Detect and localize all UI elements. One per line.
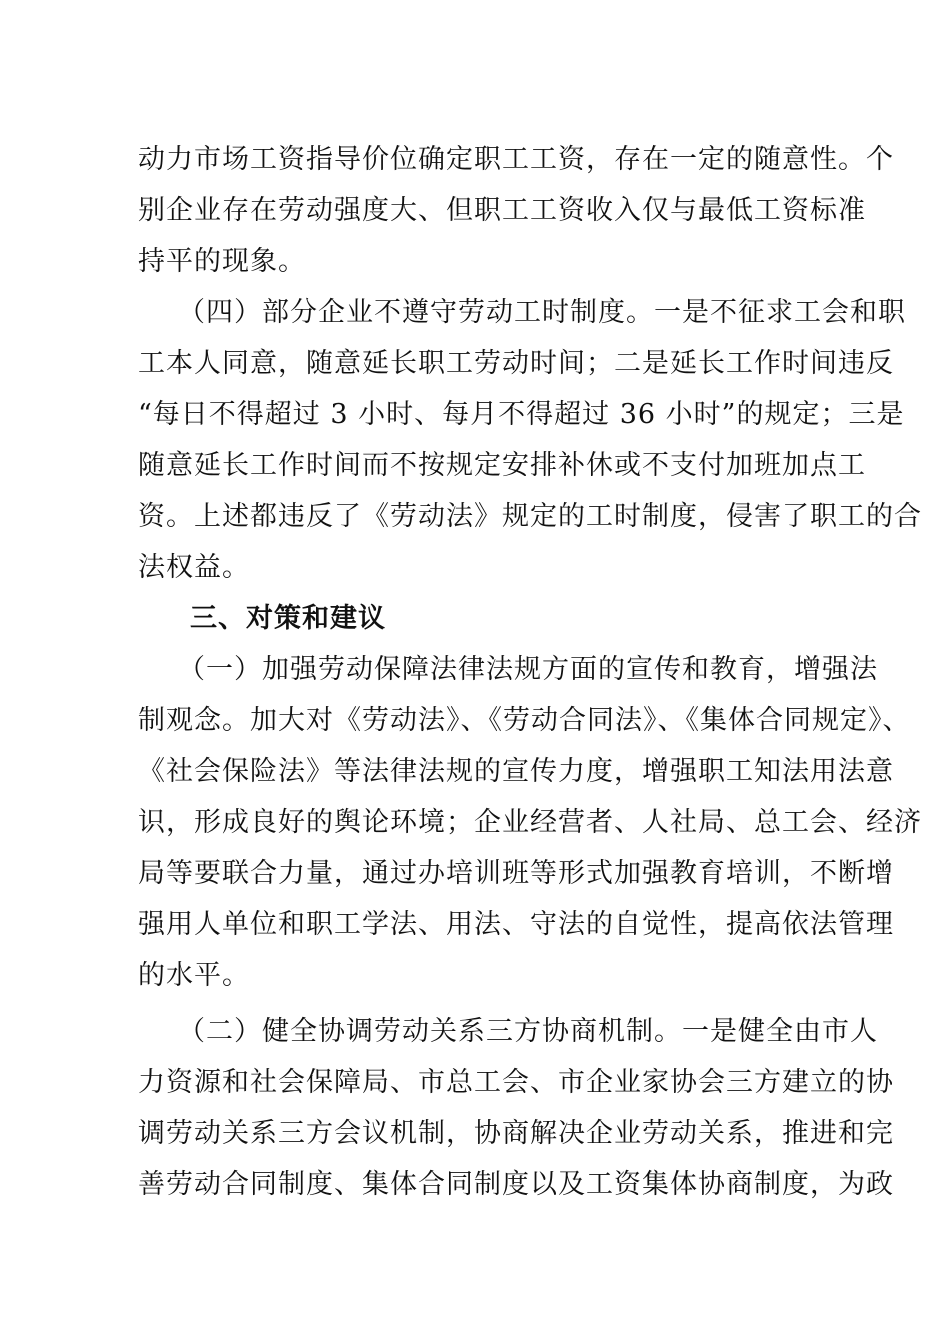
text-line: 持平的现象。 (138, 246, 306, 277)
text-line: 随意延长工作时间而不按规定安排补休或不支付加班加点工 (138, 450, 866, 481)
text-line: 力资源和社会保障局、市总工会、市企业家协会三方建立的协 (138, 1067, 894, 1098)
text-line: 的水平。 (138, 960, 250, 991)
text-line: 强用人单位和职工学法、用法、守法的自觉性，提高依法管理 (138, 909, 894, 940)
text-line: 制观念。加大对《劳动法》、《劳动合同法》、《集体合同规定》、 (138, 705, 911, 736)
text-line: 调劳动关系三方会议机制，协商解决企业劳动关系，推进和完 (138, 1118, 894, 1149)
text-line: 局等要联合力量，通过办培训班等形式加强教育培训，不断增 (138, 858, 894, 889)
text-line: 动力市场工资指导价位确定职工工资，存在一定的随意性。个 (138, 144, 894, 175)
text-line: 识，形成良好的舆论环境；企业经营者、人社局、总工会、经济 (138, 807, 922, 838)
text-line: 别企业存在劳动强度大、但职工工资收入仅与最低工资标准 (138, 195, 866, 226)
text-line: 善劳动合同制度、集体合同制度以及工资集体协商制度，为政 (138, 1169, 894, 1200)
text-line: 工本人同意，随意延长职工劳动时间；二是延长工作时间违反 (138, 348, 894, 379)
paragraph-start-line: （四）部分企业不遵守劳动工时制度。一是不征求工会和职 (178, 297, 906, 328)
paragraph-start-line: （二）健全协调劳动关系三方协商机制。一是健全由市人 (178, 1016, 878, 1047)
text-line: 法权益。 (138, 552, 250, 583)
text-line: 《社会保险法》等法律法规的宣传力度，增强职工知法用法意 (138, 756, 894, 787)
text-line: 资。上述都违反了《劳动法》规定的工时制度，侵害了职工的合 (138, 501, 922, 532)
section-heading: 三、对策和建议 (190, 603, 386, 634)
text-line: “每日不得超过 3 小时、每月不得超过 36 小时”的规定；三是 (138, 399, 905, 430)
paragraph-start-line: （一）加强劳动保障法律法规方面的宣传和教育，增强法 (178, 654, 878, 685)
